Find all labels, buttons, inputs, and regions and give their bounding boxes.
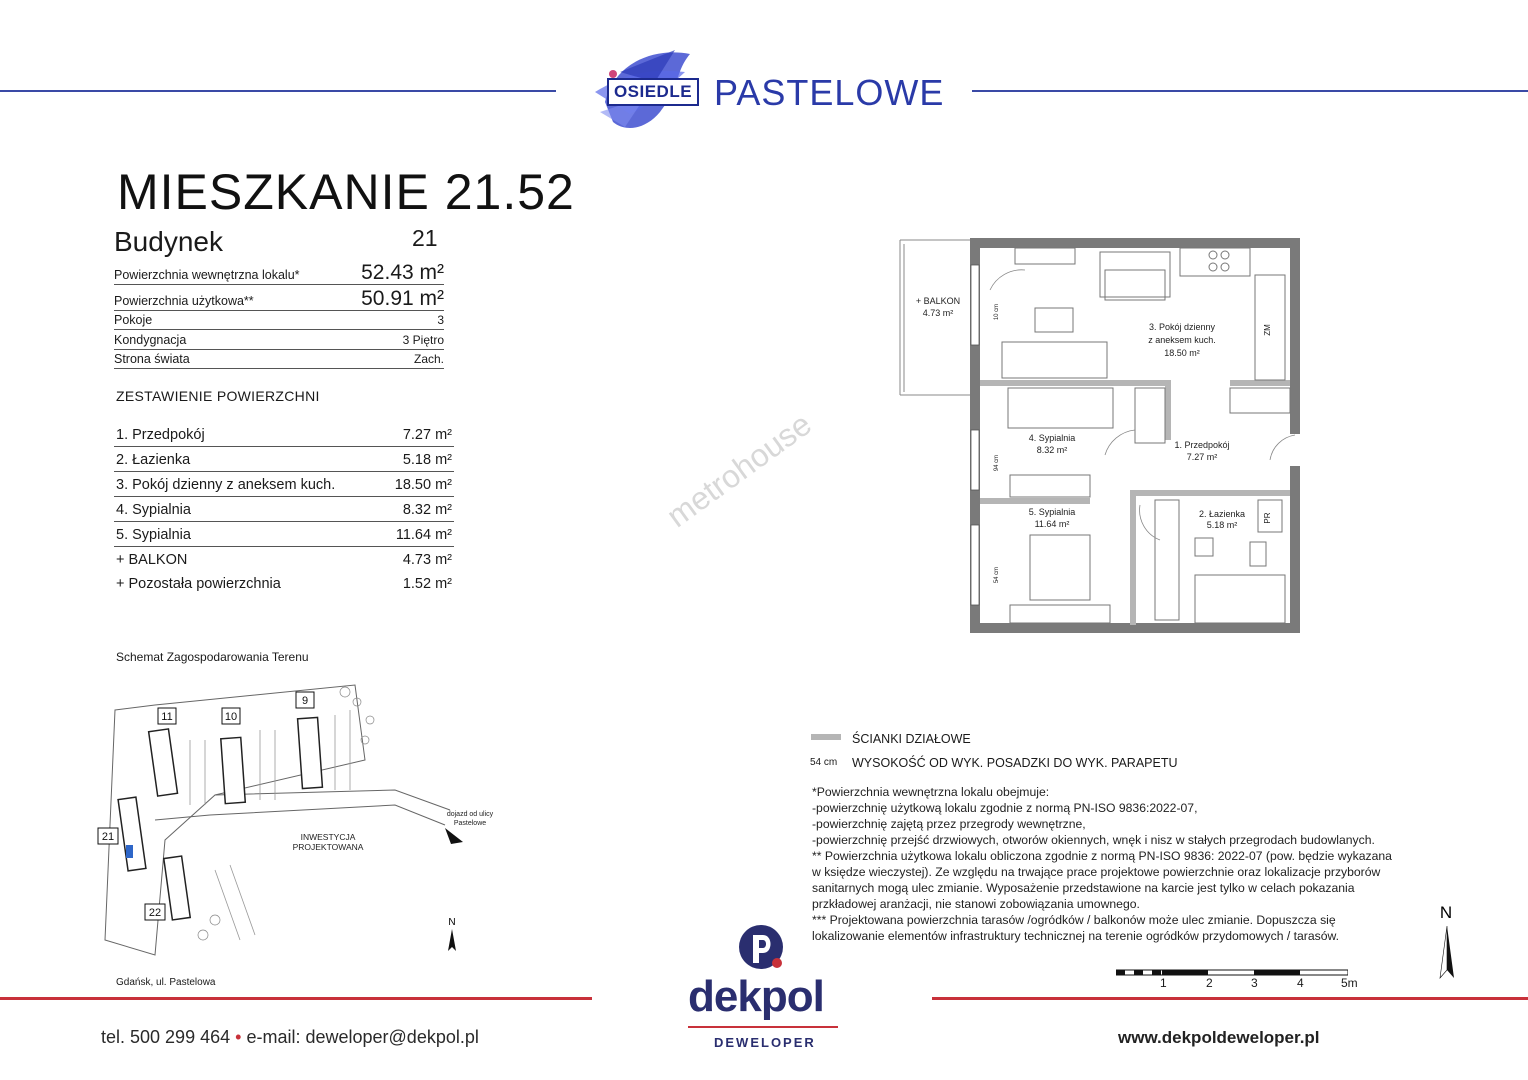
building-number: 21 — [412, 225, 438, 251]
note-line: *** Projektowana powierzchnia tarasów /ogródków / balkonów może ulec zmianie. Dopuszcza się — [812, 913, 1336, 927]
summary-title: ZESTAWIENIE POWIERZCHNI — [116, 388, 320, 404]
info-value: 50.91 m² — [361, 287, 444, 310]
summary-row — [114, 571, 454, 595]
bullet-dot-icon: • — [235, 1027, 242, 1047]
info-label: Strona świata — [114, 352, 190, 366]
header-rule-right — [972, 90, 1528, 92]
sill-height-label: 10 cm — [994, 303, 1000, 321]
footer-email[interactable]: e-mail: deweloper@dekpol.pl — [246, 1027, 479, 1047]
room-area: 11.64 m² — [395, 527, 452, 543]
building-label: Budynek — [114, 226, 223, 257]
summary-row — [114, 472, 454, 497]
zm-label: ZM — [1263, 324, 1272, 336]
room-name: 1. Przedpokój — [116, 427, 205, 443]
investment-label-2: PROJEKTOWANA — [292, 842, 364, 852]
summary-row — [114, 522, 454, 547]
room-name: 2. Łazienka — [116, 452, 191, 468]
room-3-label-2: z aneksem kuch. — [1148, 335, 1216, 345]
note-line: -powierzchnię przejść drzwiowych, otworów okiennych, wnęk i nisz w stałych przegrodach budowlanych. — [812, 833, 1375, 847]
building-11-label: 11 — [161, 711, 173, 723]
info-value: 3 — [437, 313, 444, 327]
partition-legend-swatch — [811, 734, 841, 740]
footer-contact — [101, 1027, 479, 1048]
summary-row — [114, 422, 454, 447]
notes-block — [812, 784, 1432, 944]
footer-website-link[interactable]: www.dekpoldeweloper.pl — [1118, 1028, 1320, 1047]
apartment-title: MIESZKANIE 21.52 — [117, 164, 575, 220]
room-4-area: 8.32 m² — [1036, 445, 1068, 455]
room-1-area: 7.27 m² — [1186, 452, 1218, 462]
note-line: -powierzchnię zajętą przez przegrody wewnętrzne, — [812, 817, 1086, 831]
info-label: Pokoje — [114, 313, 153, 327]
height-legend-mark: 54 cm — [810, 757, 838, 768]
footer-rule-right — [932, 997, 1528, 1000]
note-line: -powierzchnię użytkową lokalu zgodnie z normą PN-ISO 9836:2022-07, — [812, 801, 1198, 815]
info-row-floor — [114, 330, 444, 350]
dekpol-logo-icon — [737, 923, 789, 975]
info-row-rooms — [114, 311, 444, 330]
access-label: dojazd od ulicy — [446, 811, 494, 818]
balcony-label: + BALKON — [915, 296, 961, 306]
room-5-label: 5. Sypialnia — [1028, 507, 1076, 517]
info-label: Powierzchnia użytkowa** — [114, 294, 254, 308]
height-legend-label: WYSOKOŚĆ OD WYK. POSADZKI DO WYK. PARAPETU — [852, 756, 1178, 770]
scale-label: 3 — [1251, 976, 1258, 990]
pr-label: PR — [1263, 512, 1272, 524]
scale-label: 5m — [1341, 976, 1358, 990]
room-area: 7.27 m² — [402, 427, 452, 443]
dekpol-subtitle: DEWELOPER — [714, 1035, 816, 1050]
room-area: 18.50 m² — [394, 477, 452, 493]
building-22-label: 22 — [148, 907, 162, 919]
site-north-arrow-icon — [442, 915, 462, 955]
balcony-area: 4.73 m² — [922, 308, 954, 318]
building-10-label: 10 — [224, 711, 238, 723]
info-value: 52.43 m² — [361, 261, 444, 284]
room-name: 4. Sypialnia — [116, 502, 191, 518]
footer-phone: tel. 500 299 464 — [101, 1027, 231, 1047]
summary-row — [114, 547, 454, 571]
room-area: 8.32 m² — [402, 502, 452, 518]
apartment-info-table — [114, 258, 444, 369]
site-address: Gdańsk, ul. Pastelowa — [116, 977, 216, 988]
note-line: *Powierzchnia wewnętrzna lokalu obejmuje: — [812, 785, 1050, 799]
partition-legend-label: ŚCIANKI DZIAŁOWE — [852, 732, 971, 746]
info-value: 3 Piętro — [402, 333, 444, 347]
room-2-label: 2. Łazienka — [1198, 509, 1246, 519]
highlighted-building-marker — [126, 845, 133, 858]
scale-label: 1 — [1160, 976, 1167, 990]
building-21-label: 21 — [101, 831, 115, 843]
room-3-area: 18.50 m² — [1164, 348, 1200, 358]
summary-row — [114, 447, 454, 472]
dekpol-wordmark: dekpol — [688, 972, 824, 1021]
room-name: 3. Pokój dzienny z aneksem kuch. — [116, 477, 336, 493]
info-row-orientation — [114, 350, 444, 369]
north-label: N — [1439, 903, 1453, 922]
info-value: Zach. — [413, 352, 444, 366]
room-area: 4.73 m² — [402, 552, 452, 568]
room-4-label: 4. Sypialnia — [1028, 433, 1076, 443]
room-area: 1.52 m² — [402, 576, 452, 592]
investment-label: INWESTYCJA — [300, 832, 356, 842]
note-line: przkładowej aranżacji, nie stanowi zobowiązania umownego. — [812, 897, 1140, 911]
scale-label: 4 — [1297, 976, 1304, 990]
floor-plan-drawing — [890, 230, 1310, 640]
building-9-label: 9 — [301, 695, 309, 707]
info-row-usable-area — [114, 285, 444, 311]
note-line: ** Powierzchnia użytkowa lokalu obliczona zgodnie z normą PN-ISO 9836: 2022-07 (pow. będzie wykazana — [812, 849, 1392, 863]
scale-bar — [1116, 968, 1348, 978]
note-line: lokalizowanie elementów infrastruktury technicznej na terenie ogródków przydomowych / tarasów. — [812, 929, 1340, 943]
summary-row — [114, 497, 454, 522]
osiedle-logo-text: OSIEDLE — [607, 78, 699, 106]
note-line: sanitarnych mogą ulec zmianie. Wyposażenie przedstawione na karcie jest tylko w celach pokazania — [812, 881, 1355, 895]
note-line: w księdze wieczystej). Ze względu na trwające prace projektowe powierzchnie oraz lokalizacje przyborów — [812, 865, 1381, 879]
room-1-label: 1. Przedpokój — [1174, 440, 1230, 450]
info-label: Kondygnacja — [114, 333, 187, 347]
room-name: + Pozostała powierzchnia — [116, 576, 281, 592]
site-north-label: N — [448, 917, 456, 928]
info-row-internal-area — [114, 258, 444, 285]
access-arrow-icon — [445, 828, 463, 844]
room-name: 5. Sypialnia — [116, 527, 191, 543]
footer-rule-left — [0, 997, 592, 1000]
area-summary-table — [114, 422, 454, 595]
sill-height-label: 94 cm — [994, 454, 1000, 472]
watermark: metrohouse — [660, 405, 818, 535]
north-arrow-icon — [1432, 900, 1462, 982]
room-area: 5.18 m² — [402, 452, 452, 468]
info-label: Powierzchnia wewnętrzna lokalu* — [114, 268, 300, 282]
room-name: + BALKON — [116, 552, 188, 568]
room-3-label: 3. Pokój dzienny — [1148, 322, 1216, 332]
dekpol-divider — [688, 1026, 838, 1028]
site-plan-title: Schemat Zagospodarowania Terenu — [116, 650, 309, 664]
room-5-area: 11.64 m² — [1034, 519, 1070, 529]
room-2-area: 5.18 m² — [1206, 520, 1238, 530]
pastelowe-logo-text: PASTELOWE — [714, 72, 945, 113]
scale-label: 2 — [1206, 976, 1213, 990]
access-label-2: Pastelowe — [453, 820, 487, 827]
sill-height-label: 54 cm — [994, 566, 1000, 584]
header-rule-left — [0, 90, 556, 92]
